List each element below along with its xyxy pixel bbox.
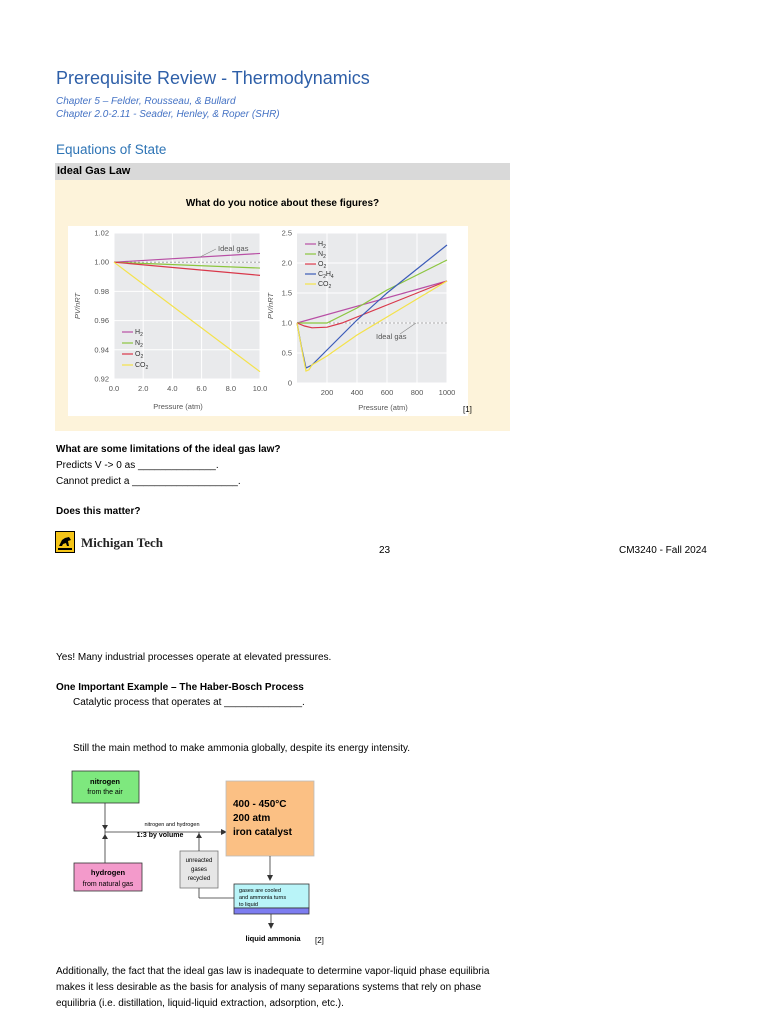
hydrogen-title: hydrogen — [90, 868, 126, 877]
x-tick-label: 600 — [380, 388, 394, 397]
y-tick-label: 0.92 — [94, 374, 109, 384]
reactor-temp: 400 - 450°C — [233, 799, 287, 810]
liquid-layer — [234, 908, 309, 914]
additional-text: Additionally, the fact that the ideal gas law is inadequate to determine vapor-liquid phase equilibria makes it less desirable as the basis for analysis of many separations systems that rely on phase equilibria (i.e. distillation, liquid-liquid extraction, adsorption, etc.). — [56, 966, 490, 1009]
x-tick-label: 6.0 — [196, 384, 207, 393]
figure-ref: [1] — [463, 405, 472, 414]
limitations-question: What are some limitations of the ideal gas law? — [56, 444, 281, 455]
nitrogen-sub: from the air — [87, 789, 123, 796]
y-tick-label: 0.94 — [94, 345, 109, 355]
legend-label-C2H4: $C_2H_4$ — [318, 271, 334, 280]
page-title: Prerequisite Review - Thermodynamics — [56, 68, 370, 88]
chart2-xlabel: Pressure (atm) — [358, 403, 408, 412]
example-line: Catalytic process that operates at ______________. — [73, 697, 305, 708]
nitrogen-title: nitrogen — [90, 777, 120, 786]
chart2-ylabel: PV/nRT — [266, 292, 275, 320]
cool-3: to liquid — [239, 902, 258, 908]
x-tick-label: 0.0 — [108, 384, 120, 393]
recycle-3: recycled — [187, 876, 211, 882]
legend-label-H2: $H_2$ — [318, 241, 326, 250]
example-title: One Important Example – The Haber-Bosch Process — [56, 682, 304, 693]
x-tick-label: 400 — [350, 388, 364, 397]
limitation-2: Cannot predict a ___________________. — [56, 476, 241, 487]
x-tick-label: 200 — [320, 388, 334, 397]
x-tick-label: 2.0 — [137, 384, 149, 393]
product-label: liquid ammonia — [245, 934, 301, 943]
mix-label-2: 1:3 by volume — [136, 832, 184, 839]
figure-question: What do you notice about these figures? — [185, 198, 380, 209]
subtitle-felder: Chapter 5 – Felder, Rousseau, & Bullard — [56, 96, 236, 107]
chart-low-pressure — [68, 226, 268, 416]
matter-question: Does this matter? — [56, 506, 141, 517]
y-tick-label: 2.0 — [281, 258, 292, 268]
recycle-2: gases — [190, 867, 208, 873]
y-tick-label: 0.98 — [94, 286, 109, 296]
yes-text: Yes! Many industrial processes operate at elevated pressures. — [56, 652, 332, 663]
y-tick-label: 0.5 — [281, 348, 292, 358]
y-tick-label: 1.0 — [281, 318, 292, 328]
legend-label-CO2: $CO_2$ — [135, 362, 149, 371]
y-tick-label: 1.02 — [94, 228, 109, 238]
nitrogen-box — [72, 771, 139, 803]
logo-text: Michigan Tech — [81, 535, 163, 550]
legend-label-CO2: $CO_2$ — [318, 281, 332, 290]
page-number: 23 — [379, 545, 391, 556]
section-heading: Equations of State — [56, 142, 167, 157]
chart1-ylabel: PV/nRT — [73, 292, 82, 320]
y-tick-label: 0 — [287, 378, 292, 388]
legend-label-O2: $O_2$ — [318, 261, 327, 270]
recycle-1: unreacted — [185, 858, 213, 864]
y-tick-label: 0.96 — [94, 316, 109, 326]
y-tick-label: 1.5 — [281, 288, 292, 298]
chart1-xlabel: Pressure (atm) — [153, 402, 203, 411]
x-tick-label: 8.0 — [225, 384, 237, 393]
hydrogen-sub: from natural gas — [82, 881, 134, 888]
x-tick-label: 4.0 — [167, 384, 178, 393]
chart1-ideal-gas-label: Ideal gas — [218, 244, 249, 253]
chart2-ideal-gas-label: Ideal gas — [376, 332, 407, 341]
legend-label-O2: $O_2$ — [135, 351, 144, 360]
subsection-heading: Ideal Gas Law — [55, 163, 510, 180]
legend-label-N2: $N_2$ — [135, 340, 143, 349]
mix-label-1: nitrogen and hydrogen — [144, 822, 200, 828]
legend-label-H2: $H_2$ — [135, 329, 143, 338]
still-text: Still the main method to make ammonia globally, despite its energy intensity. — [73, 743, 411, 754]
x-tick-label: 800 — [410, 388, 424, 397]
course-label: CM3240 - Fall 2024 — [619, 545, 707, 556]
y-tick-label: 2.5 — [281, 228, 292, 238]
subtitle-seader: Chapter 2.0-2.11 - Seader, Henley, & Roper (SHR) — [56, 109, 280, 120]
x-tick-label: 1000 — [438, 388, 456, 397]
haber-bosch-diagram — [68, 768, 338, 953]
reactor-pressure: 200 atm — [233, 813, 271, 824]
cool-1: gases are cooled — [239, 888, 281, 894]
figure-panel — [55, 180, 510, 431]
michigan-tech-logo-icon — [55, 531, 75, 553]
y-tick-label: 1.00 — [94, 257, 109, 267]
limitation-1: Predicts V -> 0 as ______________. — [56, 460, 219, 471]
diagram-ref: [2] — [315, 936, 324, 945]
cool-2: and ammonia turns — [239, 895, 287, 901]
reactor-catalyst: iron catalyst — [233, 827, 292, 838]
chart-high-pressure — [268, 226, 468, 416]
x-tick-label: 10.0 — [252, 384, 268, 393]
legend-label-N2: $N_2$ — [318, 251, 326, 260]
